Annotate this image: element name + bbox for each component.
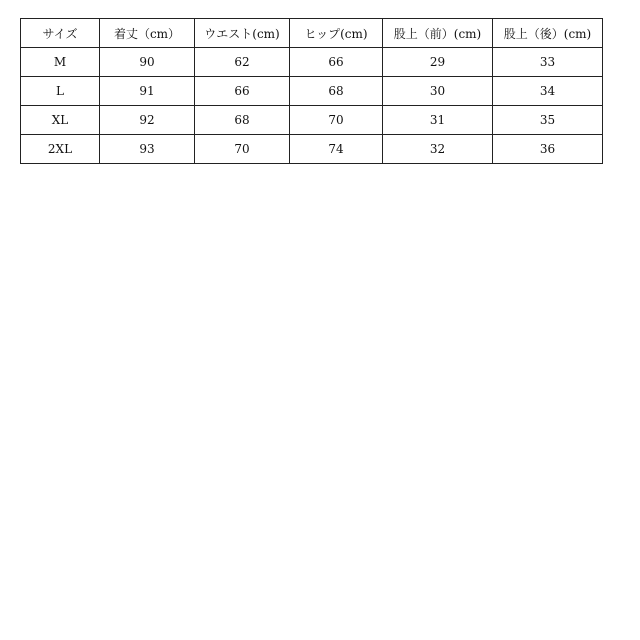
header-back-rise: 股上（後）(cm) [493,19,603,48]
cell-front-rise: 32 [383,135,493,164]
cell-waist: 66 [195,77,290,106]
cell-length: 91 [100,77,195,106]
cell-length: 93 [100,135,195,164]
table-row [21,106,603,135]
table-row [21,135,603,164]
cell-back-rise: 33 [493,48,603,77]
cell-size: L [21,77,100,106]
header-front-rise: 股上（前）(cm) [383,19,493,48]
table-row [21,77,603,106]
cell-length: 90 [100,48,195,77]
cell-waist: 68 [195,106,290,135]
cell-hip: 74 [290,135,383,164]
cell-back-rise: 34 [493,77,603,106]
cell-waist: 70 [195,135,290,164]
cell-back-rise: 35 [493,106,603,135]
cell-waist: 62 [195,48,290,77]
cell-back-rise: 36 [493,135,603,164]
header-length: 着丈（cm） [100,19,195,48]
cell-front-rise: 30 [383,77,493,106]
cell-front-rise: 31 [383,106,493,135]
size-chart-table [20,18,603,164]
cell-size: M [21,48,100,77]
cell-hip: 68 [290,77,383,106]
cell-size: XL [21,106,100,135]
cell-length: 92 [100,106,195,135]
table-row [21,48,603,77]
header-row [21,19,603,48]
header-hip: ヒップ(cm) [290,19,383,48]
cell-hip: 70 [290,106,383,135]
header-size: サイズ [21,19,100,48]
cell-front-rise: 29 [383,48,493,77]
header-waist: ウエスト(cm) [195,19,290,48]
cell-hip: 66 [290,48,383,77]
cell-size: 2XL [21,135,100,164]
